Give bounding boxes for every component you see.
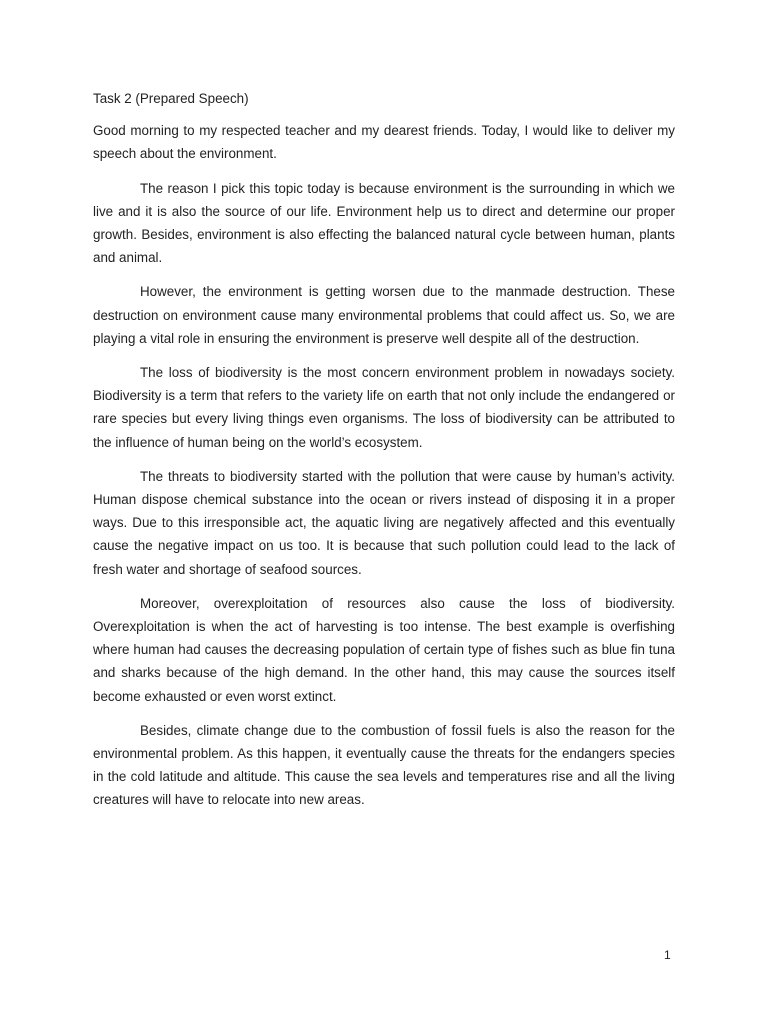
page-number: 1 <box>664 948 671 962</box>
paragraph-climate-change: Besides, climate change due to the combustion of fossil fuels is also the reason for the environmental problem. As this happen, it eventually cause the threats for the endangers species in the cold latitude and altitude. This cause the sea levels and temperatures rise and all the living creatures will have to relocate into new areas. <box>93 722 675 808</box>
paragraph-pollution: The threats to biodiversity started with the pollution that were cause by human’s activity. Human dispose chemical substance into the ocean or rivers instead of disposing it in a proper ways. Due to this irresponsible act, the aquatic living are negatively affected and this eventually cause the negative impact on us too. It is because that such pollution could lead to the lack of fresh water and shortage of seafood sources. <box>93 468 675 577</box>
paragraph-biodiversity-loss: The loss of biodiversity is the most concern environment problem in nowadays society. Biodiversity is a term that refers to the variety life on earth that not only include the endangered or rare species but every living things even organisms. The loss of biodiversity can be attributed to the influence of human being on the world’s ecosystem. <box>93 365 675 450</box>
paragraph-destruction: However, the environment is getting worsen due to the manmade destruction. These destruction on environment cause many environmental problems that could affect us. So, we are playing a vital role in ensuring the environment is preserve well despite all of the destruction. <box>93 284 675 346</box>
paragraph-overexploitation: Moreover, overexploitation of resources also cause the loss of biodiversity. Overexploitation is when the act of harvesting is too intense. The best example is overfishing where human had causes the decreasing population of certain type of fishes such as blue fin tuna and sharks because of the high demand. In the other hand, this may cause the sources itself become exhausted or even worst extinct. <box>93 595 675 704</box>
paragraph-reason: The reason I pick this topic today is because environment is the surrounding in which we live and it is also the source of our life. Environment help us to direct and determine our proper growth. Besides, environment is also effecting the balanced natural cycle between human, plants and animal. <box>93 180 675 266</box>
document-body <box>93 87 675 823</box>
document-heading: Task 2 (Prepared Speech) <box>93 91 249 106</box>
greeting-paragraph: Good morning to my respected teacher and my dearest friends. Today, I would like to deliver my speech about the environment. <box>93 123 675 162</box>
